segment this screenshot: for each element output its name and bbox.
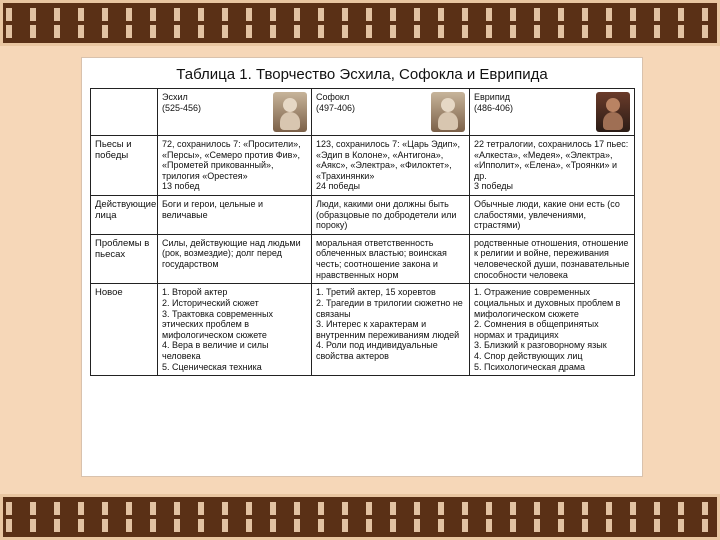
author-name: Еврипид [474, 92, 510, 102]
author-header-euripides [470, 89, 635, 136]
cell-sophocles: 1. Третий актер, 15 хоревтов 2. Трагедии в трилогии сюжетно не связаны 3. Интерес к характерам и внутренним переживаниям людей 4. Роли под индивидуальные свойства актеров [312, 284, 470, 376]
cell-sophocles: Люди, какими они должны быть (образцовые по добродетели или пороку) [312, 196, 470, 235]
meander-pattern [6, 8, 714, 38]
header-row [91, 89, 635, 136]
cell-aeschylus: Боги и герои, цельные и величавые [158, 196, 312, 235]
author-name: Эсхил [162, 92, 188, 102]
sophocles-statue-image [431, 92, 465, 132]
cell-aeschylus: Силы, действующие над людьми (рок, возмездие); долг перед государством [158, 234, 312, 283]
author-header-aeschylus [158, 89, 312, 136]
author-name: Софокл [316, 92, 350, 102]
author-header-sophocles [312, 89, 470, 136]
row-label: Проблемы в пьесах [91, 234, 158, 283]
author-years: (497-406) [316, 102, 356, 113]
row-label: Пьесы и победы [91, 136, 158, 196]
row-new [91, 284, 635, 376]
comparison-table [90, 88, 635, 376]
slide [82, 58, 642, 476]
aeschylus-bust-image [273, 92, 307, 132]
cell-euripides: 22 тетралогии, сохранилось 17 пьес: «Алкеста», «Медея», «Электра», «Ипполит», «Елена», «Троянки» и др. 3 победы [470, 136, 635, 196]
cell-aeschylus: 1. Второй актер 2. Исторический сюжет 3. Трактовка современных этических проблем в мифологическом сюжете 4. Вера в величие и силы человека 5. Сценическая техника [158, 284, 312, 376]
cell-sophocles: 123, сохранилось 7: «Царь Эдип», «Эдип в Колоне», «Антигона», «Аякс», «Электра», «Филоктет», «Трахинянки» 24 победы [312, 136, 470, 196]
header-empty-cell [91, 89, 158, 136]
cell-euripides: Обычные люди, какие они есть (со слабостями, увлечениями, страстями) [470, 196, 635, 235]
meander-pattern [6, 502, 714, 532]
author-years: (486-406) [474, 102, 514, 113]
author-years: (525-456) [162, 102, 202, 113]
row-label: Действующие лица [91, 196, 158, 235]
row-plays-and-victories [91, 136, 635, 196]
row-problems [91, 234, 635, 283]
row-characters [91, 196, 635, 235]
decorative-top-border [0, 0, 720, 46]
cell-euripides: 1. Отражение современных социальных и духовных проблем в мифологическом сюжете 2. Сомнения в общепринятых нормах и традициях 3. Близкий к разговорному язык 4. Спор действующих лиц 5. Психологическая драма [470, 284, 635, 376]
cell-aeschylus: 72, сохранилось 7: «Просители», «Персы», «Семеро против Фив», «Прометей прикованный», трилогия «Орестея» 13 побед [158, 136, 312, 196]
cell-sophocles: моральная ответственность облеченных властью; воинская честь; соотношение закона и нравственных норм [312, 234, 470, 283]
row-label: Новое [91, 284, 158, 376]
slide-title: Таблица 1. Творчество Эсхила, Софокла и Еврипида [176, 66, 548, 83]
decorative-bottom-border [0, 494, 720, 540]
euripides-portrait-image [596, 92, 630, 132]
cell-euripides: родственные отношения, отношение к религии и войне, переживания человеческой души, познавательные способности человека [470, 234, 635, 283]
